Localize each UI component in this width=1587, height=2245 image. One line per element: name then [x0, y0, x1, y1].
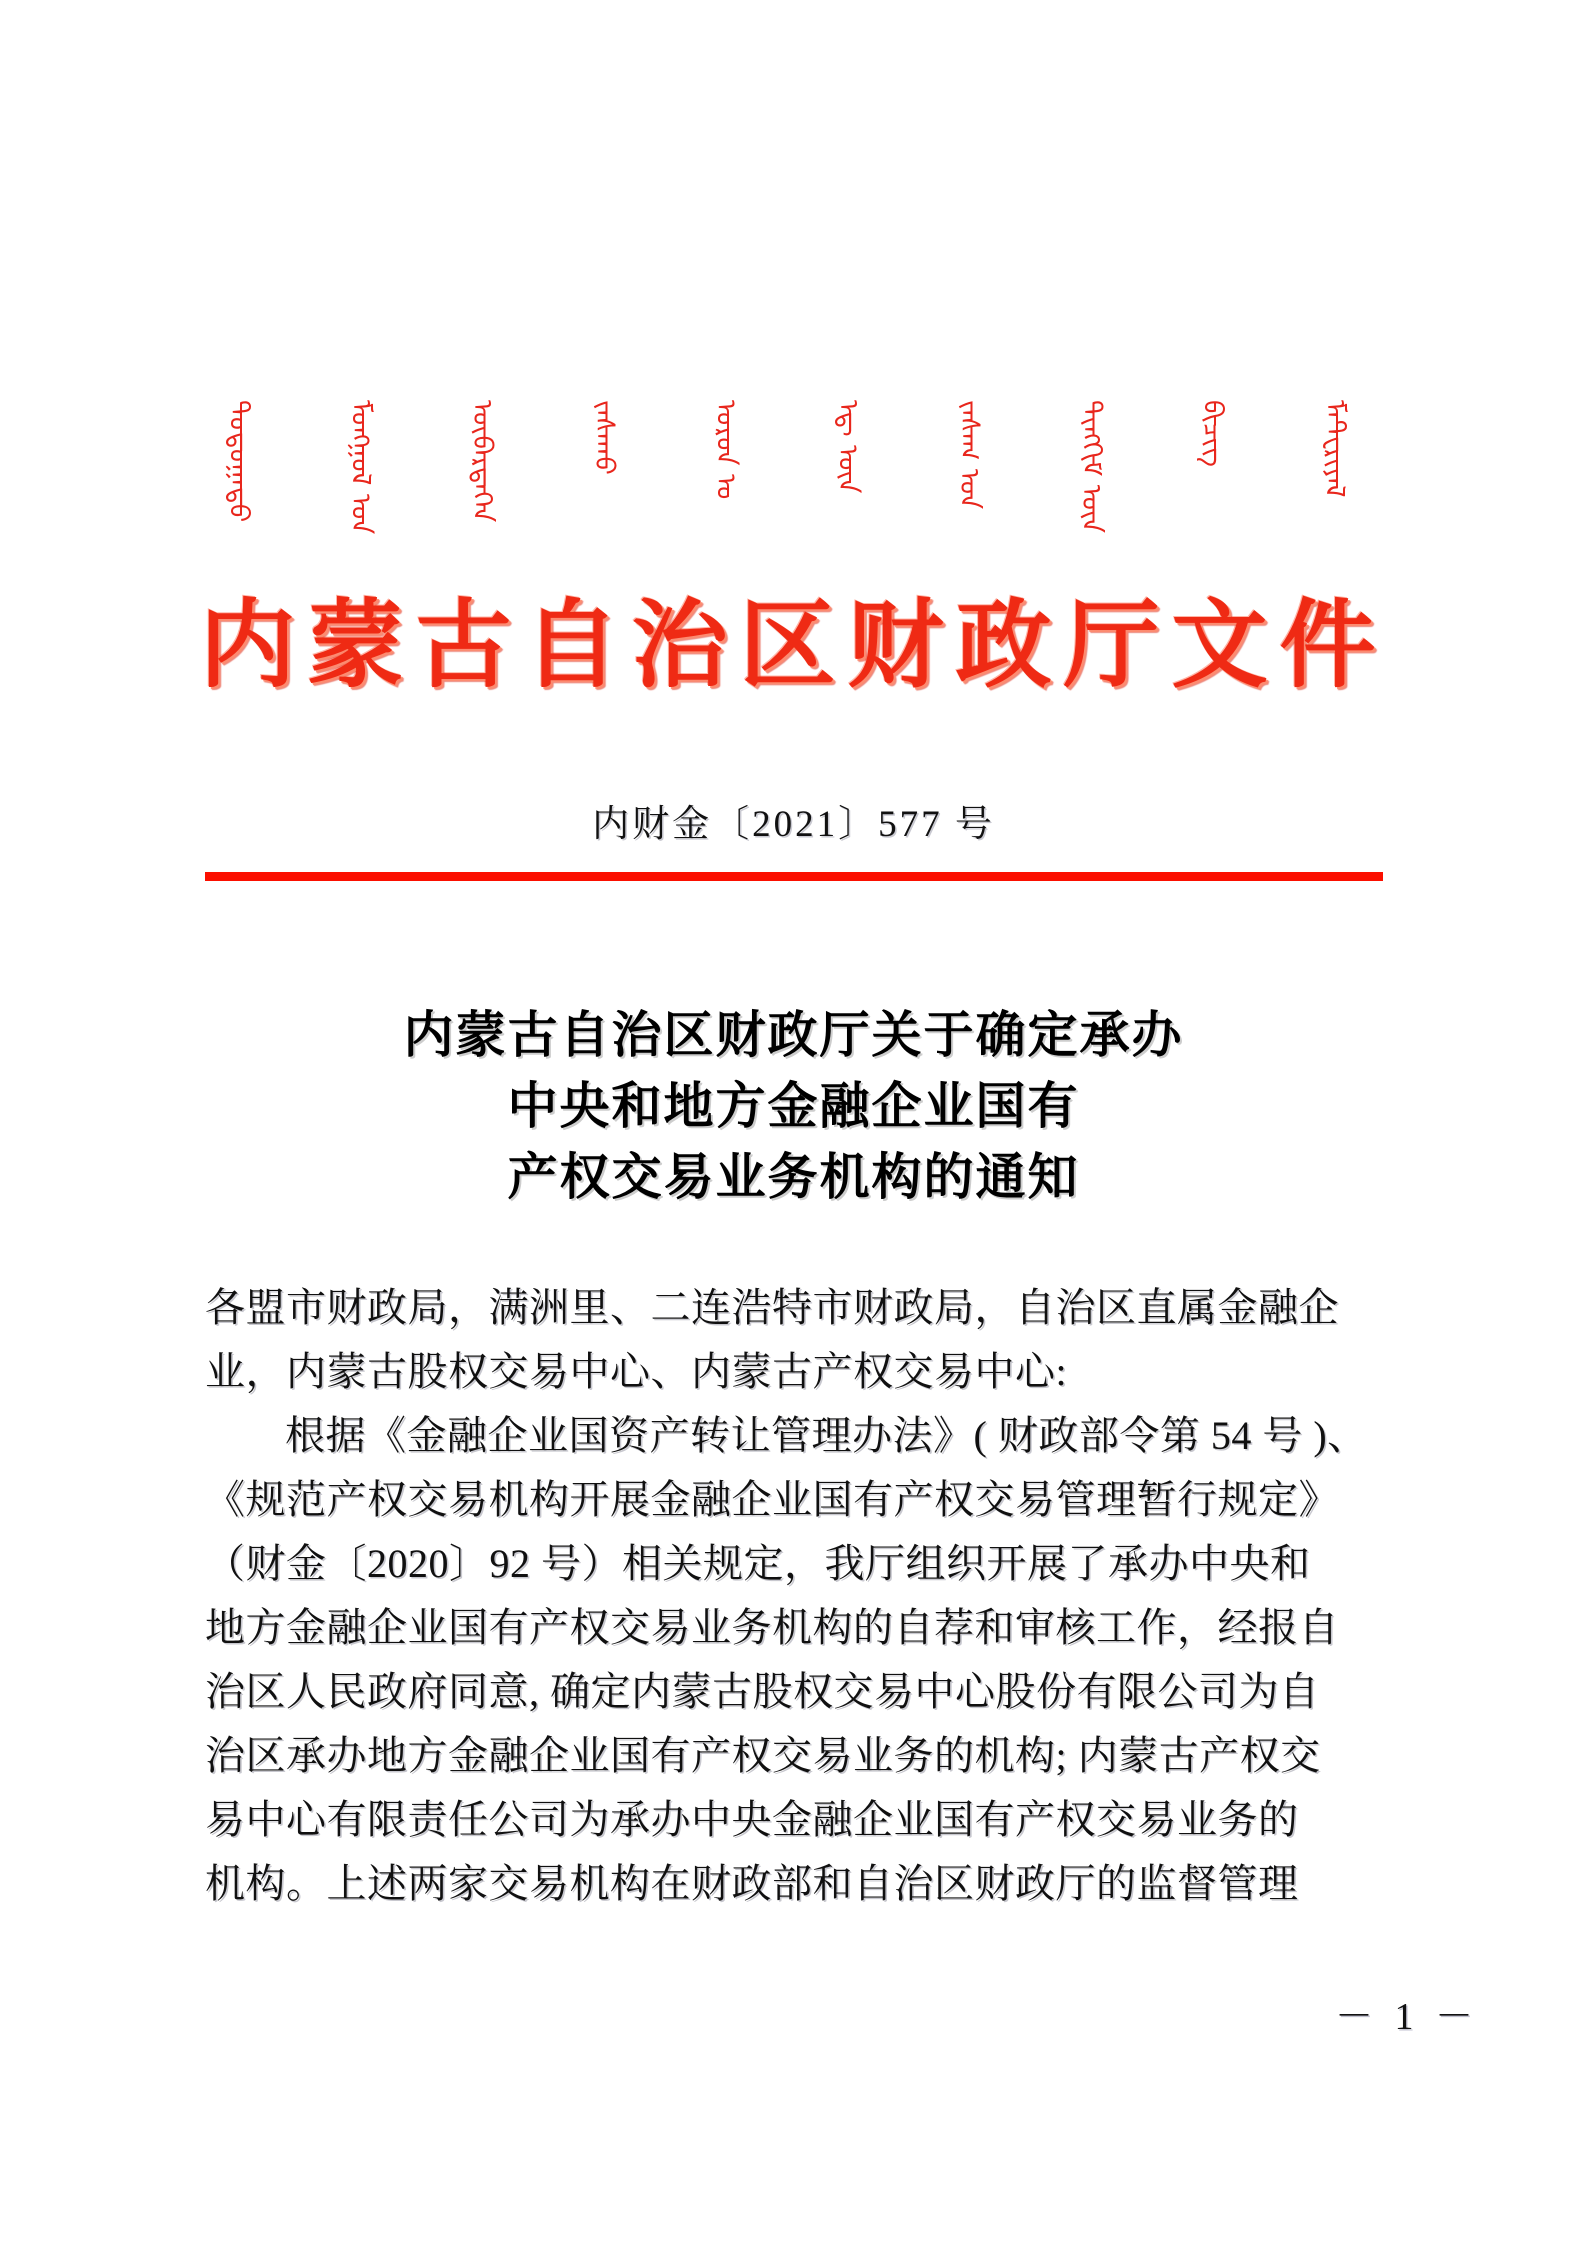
mongolian-column-3: ᠥᠪᠡᠷᠲᠡᠭᠡᠨ: [466, 400, 498, 523]
body-line-5: （财金〔2020〕92 号）相关规定，我厅组织开展了承办中央和: [205, 1541, 1311, 1586]
mongolian-column-1: ᠳᠣᠲᠣᠭᠠᠳᠤ: [223, 400, 254, 523]
body-line-9: 易中心有限责任公司为承办中央金融企业国有产权交易业务的: [205, 1797, 1299, 1842]
mongolian-column-5: ᠣᠷᠣᠨ ᠤ: [710, 400, 742, 500]
mongolian-header-banner: [225, 400, 1365, 560]
mongolian-column-4: ᠵᠠᠰᠠᠬᠤ: [588, 400, 620, 475]
mongolian-column-2: ᠮᠣᠩᠭᠣᠯ ᠤᠨ: [344, 400, 376, 535]
body-line-1: 各盟市财政局，满洲里、二连浩特市财政局，自治区直属金融企: [205, 1285, 1339, 1330]
document-title: [0, 1000, 1587, 1213]
body-line-4: 《规范产权交易机构开展金融企业国有产权交易管理暂行规定》: [205, 1477, 1339, 1522]
masthead-title: 内蒙古自治区财政厅文件: [199, 592, 1388, 699]
body-line-7: 治区人民政府同意, 确定内蒙古股权交易中心股份有限公司为自: [205, 1669, 1320, 1714]
mongolian-column-8: ᠲᠢᠩᠬᠢᠮ ᠦᠨ: [1075, 400, 1107, 534]
document-serial-number: 内财金〔2021〕577 号: [592, 804, 995, 845]
red-divider-rule: [205, 872, 1383, 881]
page-number: － 1 －: [1334, 1996, 1479, 2038]
mongolian-column-10: ᠮᠠᠲ᠋ᠧᠷᠢᠶᠠᠯ: [1318, 400, 1350, 498]
body-line-8: 治区承办地方金融企业国有产权交易业务的机构; 内蒙古产权交: [205, 1733, 1321, 1778]
document-title-line-2: 中央和地方金融企业国有: [507, 1078, 1080, 1134]
mongolian-column-9: ᠪᠢᠴᠢᠭ: [1197, 400, 1229, 467]
document-title-line-1: 内蒙古自治区财政厅关于确定承办: [403, 1007, 1184, 1063]
mongolian-column-7: ᠵᠠᠰᠠᠭ ᠤᠨ: [953, 400, 985, 510]
body-line-3: 根据《金融企业国资产转让管理办法》( 财政部令第 54 号 )、: [285, 1413, 1368, 1458]
document-title-line-3: 产权交易业务机构的通知: [507, 1149, 1080, 1205]
body-line-10: 机构。上述两家交易机构在财政部和自治区财政厅的监督管理: [205, 1861, 1299, 1906]
body-line-6: 地方金融企业国有产权交易业务机构的自荐和审核工作，经报自: [205, 1605, 1339, 1650]
body-line-2: 业，内蒙古股权交易中心、内蒙古产权交易中心:: [205, 1349, 1068, 1394]
document-body: [205, 1276, 1390, 1916]
mongolian-column-6: ᠡᠳ᠋ ᠦᠨ: [831, 400, 863, 494]
